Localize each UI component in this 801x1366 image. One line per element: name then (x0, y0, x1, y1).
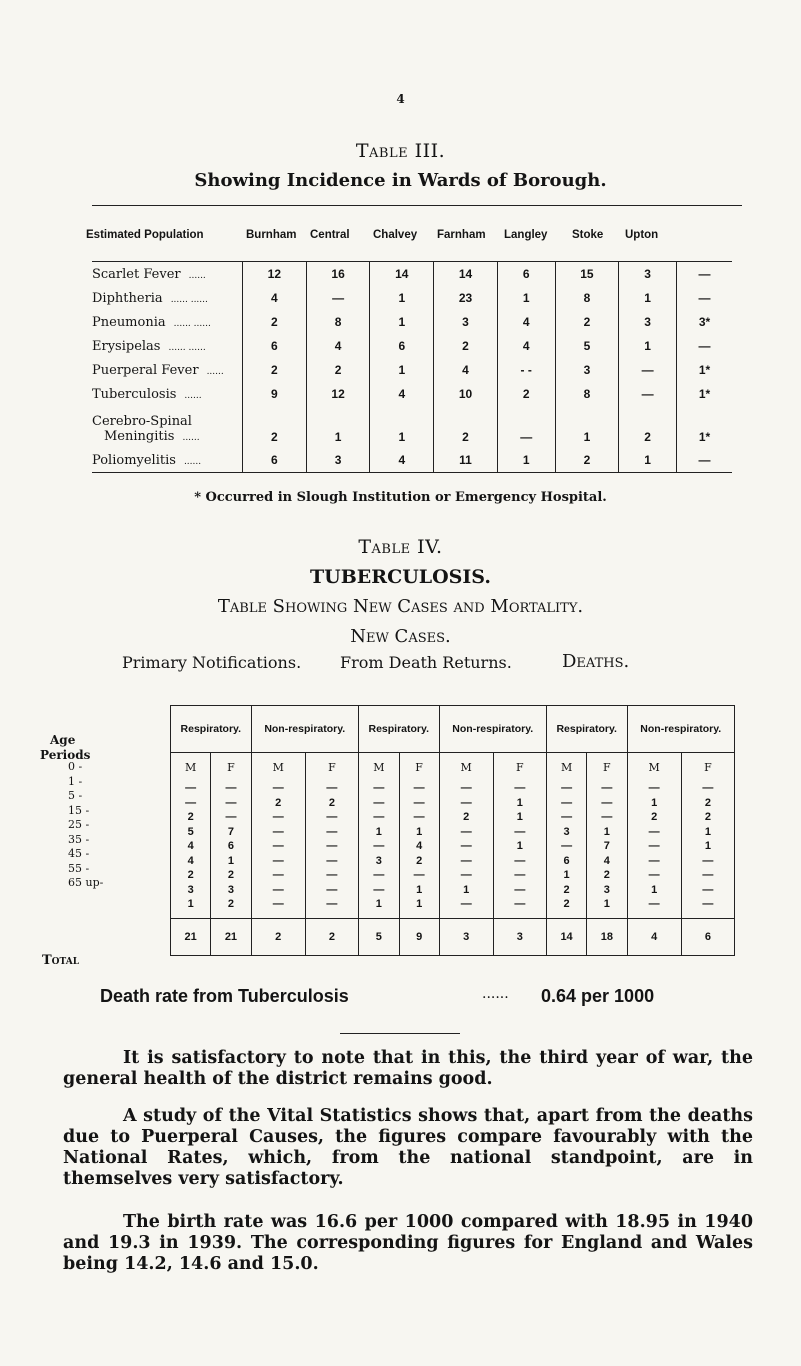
table-cell: 2 (434, 334, 498, 358)
leader-dots: ...... ...... (170, 294, 208, 305)
table-cell: 3 (619, 262, 677, 287)
death-rate-label: Death rate from Tuberculosis (100, 986, 349, 1006)
header-langley: Langley (504, 229, 548, 241)
table-row (171, 796, 735, 811)
table-cell: 2 (587, 868, 627, 883)
table4-subtitle: Table Showing New Cases and Mortality. (217, 596, 584, 617)
table-cell: 4 (306, 334, 370, 358)
table-cell: - - (497, 358, 555, 382)
from-death-returns-label: From Death Returns. (340, 653, 512, 672)
age-period-label: 1 - (68, 774, 83, 788)
group-header: Non-respiratory. (251, 706, 358, 753)
table-cell: 1 (358, 825, 399, 840)
header-stoke: Stoke (572, 229, 604, 241)
total-cell: 14 (546, 918, 586, 955)
table-cell: 2 (399, 854, 439, 869)
table-cell: 1 (555, 406, 619, 448)
age-period-label: 35 - (68, 832, 90, 846)
sex-label: F (587, 753, 627, 782)
total-cell: 21 (171, 918, 211, 955)
table-cell: 4 (370, 382, 434, 406)
table-cell: — (676, 262, 732, 287)
table-cell: 1 (370, 358, 434, 382)
sex-label: F (211, 753, 251, 782)
disease-name (92, 406, 243, 448)
table-cell: — (493, 883, 546, 898)
table-cell: 2 (439, 810, 493, 825)
table-cell: — (493, 897, 546, 912)
table-cell: — (305, 868, 358, 883)
table-row (92, 286, 732, 310)
table-cell: — (358, 796, 399, 811)
table-cell: 1 (171, 897, 211, 912)
table-cell: 6 (546, 854, 586, 869)
table-cell: — (439, 854, 493, 869)
table4-title: Table IV. (358, 536, 443, 558)
disease-label: Pneumonia (92, 314, 166, 330)
table-cell: — (627, 781, 681, 796)
table-cell: — (627, 868, 681, 883)
sex-label: M (251, 753, 305, 782)
table-cell: 7 (587, 839, 627, 854)
table-cell: — (681, 897, 734, 912)
disease-name (92, 262, 243, 287)
table-cell: 2 (171, 868, 211, 883)
table-row (171, 839, 735, 854)
table-cell: — (546, 796, 586, 811)
age-header: Age (50, 733, 76, 747)
total-cell: 9 (399, 918, 439, 955)
table-cell: 4 (243, 286, 307, 310)
table3 (92, 261, 732, 473)
table-cell: — (399, 796, 439, 811)
table-cell: — (439, 897, 493, 912)
group-header: Non-respiratory. (627, 706, 734, 753)
table-cell: 6 (211, 839, 251, 854)
table-cell: 2 (211, 868, 251, 883)
table-cell: 1 (619, 286, 677, 310)
table-cell: 14 (370, 262, 434, 287)
table-cell: — (251, 854, 305, 869)
table-cell: — (439, 825, 493, 840)
table-row (92, 406, 732, 448)
age-period-label: 55 - (68, 861, 90, 875)
table-cell: 12 (306, 382, 370, 406)
table-cell: 3 (434, 310, 498, 334)
table-cell: 1 (370, 406, 434, 448)
disease-label: Tuberculosis (92, 386, 177, 402)
table-cell: — (358, 810, 399, 825)
total-cell: 5 (358, 918, 399, 955)
table-cell: 1 (306, 406, 370, 448)
paragraph-3: The birth rate was 16.6 per 1000 compared with 18.95 in 1940 and 19.3 in 1939. The corresponding figures for England and Wales being 14.2, 14.6 and 15.0. (63, 1212, 753, 1274)
header-chalvey: Chalvey (373, 229, 418, 241)
header-burnham: Burnham (246, 229, 297, 241)
table-cell: 1 (439, 883, 493, 898)
table-cell: — (627, 897, 681, 912)
table-cell: 2 (555, 448, 619, 473)
table-cell: 4 (497, 334, 555, 358)
table-cell: 1 (619, 334, 677, 358)
table-cell: 4 (434, 358, 498, 382)
table-cell: 8 (555, 286, 619, 310)
table-cell: — (676, 448, 732, 473)
table-cell: 2 (497, 382, 555, 406)
table-cell: — (439, 796, 493, 811)
paragraph-2: A study of the Vital Statistics shows that, apart from the deaths due to Puerperal Causes, the figures compare favourably with the National Rates, which, from the national standpoint, are in themselves very satisfactory. (63, 1106, 753, 1189)
table-cell: 2 (555, 310, 619, 334)
disease-label: Scarlet Fever (92, 266, 181, 282)
table-cell: 1 (399, 883, 439, 898)
table-cell: — (251, 810, 305, 825)
total-cell: 3 (493, 918, 546, 955)
new-cases-label: New Cases. (350, 626, 451, 647)
disease-label: Poliomyelitis (92, 452, 176, 468)
table3-subtitle: Showing Incidence in Wards of Borough. (194, 170, 607, 191)
table-cell: — (546, 781, 586, 796)
table-cell: — (676, 334, 732, 358)
table-cell: 3 (171, 883, 211, 898)
table-cell: 1 (493, 796, 546, 811)
table-cell: 5 (555, 334, 619, 358)
table-cell: — (627, 854, 681, 869)
paragraph-1: It is satisfactory to note that in this, the third year of war, the general health of the district remains good. (63, 1048, 753, 1089)
table-cell: — (493, 825, 546, 840)
sex-label: M (546, 753, 586, 782)
sex-label: M (171, 753, 211, 782)
table-cell: — (681, 868, 734, 883)
table-row (171, 897, 735, 912)
sex-label: M (358, 753, 399, 782)
table-cell: — (358, 883, 399, 898)
table-cell: 1* (676, 358, 732, 382)
age-period-label: 5 - (68, 789, 83, 802)
total-row (171, 918, 735, 955)
leader-dots: ...... (182, 433, 200, 443)
disease-label: Diphtheria (92, 290, 163, 306)
table-cell: — (493, 868, 546, 883)
sex-label: F (399, 753, 439, 782)
table-cell: 6 (497, 262, 555, 287)
table-cell: 8 (306, 310, 370, 334)
table-cell: 2 (243, 310, 307, 334)
table-cell: — (305, 781, 358, 796)
table-cell: — (305, 854, 358, 869)
periods-header: Periods (40, 748, 91, 762)
page-number: 4 (396, 92, 405, 106)
age-period-label: 15 - (68, 803, 90, 817)
table-row (92, 382, 732, 406)
table-cell: 3 (619, 310, 677, 334)
disease-name (92, 382, 243, 406)
table-cell: — (587, 781, 627, 796)
table-cell: 2 (211, 897, 251, 912)
table-cell: — (546, 810, 586, 825)
table-cell: — (493, 854, 546, 869)
table-cell: — (627, 825, 681, 840)
table-cell: — (306, 286, 370, 310)
disease-name (92, 358, 243, 382)
table-cell: 3 (358, 854, 399, 869)
disease-name-line1: Cerebro-Spinal (92, 414, 192, 429)
sex-label: M (439, 753, 493, 782)
table-cell: — (211, 781, 251, 796)
table-cell: 8 (555, 382, 619, 406)
table-cell: — (358, 781, 399, 796)
disease-label: Erysipelas (92, 338, 161, 354)
table-cell: 4 (171, 839, 211, 854)
table-cell: 11 (434, 448, 498, 473)
table-cell: 1 (619, 448, 677, 473)
death-rate-value: 0.64 per 1000 (541, 986, 655, 1006)
table-row (92, 448, 732, 473)
table-cell: 3* (676, 310, 732, 334)
leader-dots: ...... ...... (168, 342, 206, 353)
table4-heading: TUBERCULOSIS. (310, 566, 491, 588)
table-cell: 1 (627, 883, 681, 898)
table-cell: 3 (546, 825, 586, 840)
table-cell: 15 (555, 262, 619, 287)
table-row (92, 262, 732, 287)
table-cell: 10 (434, 382, 498, 406)
table-cell: — (305, 825, 358, 840)
disease-name (92, 448, 243, 473)
table4 (170, 705, 735, 956)
table-row (92, 334, 732, 358)
table-cell: 14 (434, 262, 498, 287)
table-cell: — (251, 868, 305, 883)
table-cell: — (171, 781, 211, 796)
table-cell: — (171, 796, 211, 811)
age-period-label: 45 - (68, 847, 90, 860)
table-cell: 1 (211, 854, 251, 869)
leader-dots: ...... (184, 390, 202, 401)
header-estimated-population: Estimated Population (86, 229, 204, 241)
age-period-label: 0 - (68, 760, 83, 773)
table-cell: 1 (370, 310, 434, 334)
table-cell: 7 (211, 825, 251, 840)
table-cell: 1* (676, 406, 732, 448)
group-header: Non-respiratory. (439, 706, 546, 753)
disease-name (92, 310, 243, 334)
table-cell: 2 (434, 406, 498, 448)
table-cell: — (305, 839, 358, 854)
table-cell: — (439, 839, 493, 854)
table-cell: 4 (587, 854, 627, 869)
table-cell: 2 (171, 810, 211, 825)
disease-label: Puerperal Fever (92, 362, 199, 378)
table-cell: 12 (243, 262, 307, 287)
deaths-label: Deaths. (562, 651, 630, 672)
table-cell: — (497, 406, 555, 448)
table-cell: 2 (243, 358, 307, 382)
table-cell: 2 (546, 883, 586, 898)
table-cell: 1 (370, 286, 434, 310)
table-cell: — (251, 825, 305, 840)
table-cell: 6 (243, 334, 307, 358)
total-cell: 18 (587, 918, 627, 955)
total-cell: 21 (211, 918, 251, 955)
table-row (92, 358, 732, 382)
table-cell: 1 (497, 448, 555, 473)
table-cell: — (627, 839, 681, 854)
table-cell: — (587, 796, 627, 811)
divider (340, 1033, 460, 1034)
table-cell: 3 (306, 448, 370, 473)
table-cell: — (251, 897, 305, 912)
total-cell: 2 (305, 918, 358, 955)
leader-dots: ...... (188, 270, 206, 281)
table-cell: 4 (399, 839, 439, 854)
table3-footnote: * Occurred in Slough Institution or Emergency Hospital. (194, 490, 607, 505)
table-cell: 2 (681, 810, 734, 825)
table-cell: 9 (243, 382, 307, 406)
table-cell: — (493, 781, 546, 796)
table-cell: 1 (681, 825, 734, 840)
table-cell: — (251, 883, 305, 898)
sex-label: F (493, 753, 546, 782)
age-period-label: 25 - (68, 818, 90, 831)
table-cell: — (619, 382, 677, 406)
header-farnham: Farnham (437, 229, 486, 241)
table-cell: — (399, 810, 439, 825)
leader-dots: ...... (183, 456, 202, 467)
table-cell: 4 (497, 310, 555, 334)
table-cell: — (439, 868, 493, 883)
table-cell: — (681, 883, 734, 898)
table-cell: 2 (681, 796, 734, 811)
group-header: Respiratory. (358, 706, 439, 753)
table-cell: — (619, 358, 677, 382)
table-cell: 3 (587, 883, 627, 898)
sex-label: F (681, 753, 734, 782)
table-cell: — (676, 286, 732, 310)
table-row (171, 854, 735, 869)
table-cell: 5 (171, 825, 211, 840)
table-cell: 2 (305, 796, 358, 811)
table3-title: Table III. (355, 140, 446, 162)
table-cell: 1* (676, 382, 732, 406)
table-cell: — (681, 781, 734, 796)
table-cell: — (305, 810, 358, 825)
total-cell: 6 (681, 918, 734, 955)
table-cell: — (587, 810, 627, 825)
table-cell: 3 (555, 358, 619, 382)
table-cell: — (681, 854, 734, 869)
table-cell: — (305, 897, 358, 912)
table-cell: 1 (587, 897, 627, 912)
table-cell: 1 (399, 897, 439, 912)
table-cell: 2 (243, 406, 307, 448)
sex-label: M (627, 753, 681, 782)
total-label: Total (42, 953, 80, 968)
table-cell: — (399, 868, 439, 883)
table-cell: — (251, 839, 305, 854)
primary-notifications-label: Primary Notifications. (122, 653, 302, 672)
table-cell: — (439, 781, 493, 796)
table-cell: 2 (619, 406, 677, 448)
table-cell: 1 (497, 286, 555, 310)
table-cell: — (399, 781, 439, 796)
table-cell: 1 (546, 868, 586, 883)
table-cell: 4 (171, 854, 211, 869)
table-cell: 23 (434, 286, 498, 310)
group-header: Respiratory. (171, 706, 252, 753)
leader-dots: ...... ...... (173, 318, 211, 329)
table-cell: 3 (211, 883, 251, 898)
disease-name (92, 334, 243, 358)
table-cell: 1 (493, 839, 546, 854)
table-cell: 2 (306, 358, 370, 382)
sex-label: F (305, 753, 358, 782)
table-cell: 16 (306, 262, 370, 287)
group-header: Respiratory. (546, 706, 627, 753)
table-cell: 1 (587, 825, 627, 840)
table-row (171, 825, 735, 840)
table-cell: — (251, 781, 305, 796)
table-cell: 1 (493, 810, 546, 825)
table-row (171, 883, 735, 898)
total-cell: 2 (251, 918, 305, 955)
table-row (92, 310, 732, 334)
total-cell: 4 (627, 918, 681, 955)
table-cell: 1 (399, 825, 439, 840)
total-cell: 3 (439, 918, 493, 955)
leader-dots: ...... (206, 366, 224, 377)
table-cell: 2 (546, 897, 586, 912)
table-cell: — (546, 839, 586, 854)
table-cell: — (305, 883, 358, 898)
table-row (171, 810, 735, 825)
table-cell: 1 (358, 897, 399, 912)
table-row (171, 781, 735, 796)
table-cell: — (211, 796, 251, 811)
table-cell: 1 (681, 839, 734, 854)
table-cell: 2 (627, 810, 681, 825)
table-row (171, 868, 735, 883)
table-cell: — (358, 839, 399, 854)
table-cell: 2 (251, 796, 305, 811)
disease-name (92, 286, 243, 310)
table-cell: — (358, 868, 399, 883)
header-central: Central (310, 229, 350, 241)
table-cell: 6 (243, 448, 307, 473)
table-cell: 4 (370, 448, 434, 473)
table-cell: 6 (370, 334, 434, 358)
death-rate-dots: ...... (482, 986, 509, 1002)
table-cell: — (211, 810, 251, 825)
header-upton: Upton (625, 229, 659, 241)
disease-label: Meningitis (104, 429, 175, 444)
age-period-label: 65 up- (68, 876, 104, 889)
table-cell: 1 (627, 796, 681, 811)
